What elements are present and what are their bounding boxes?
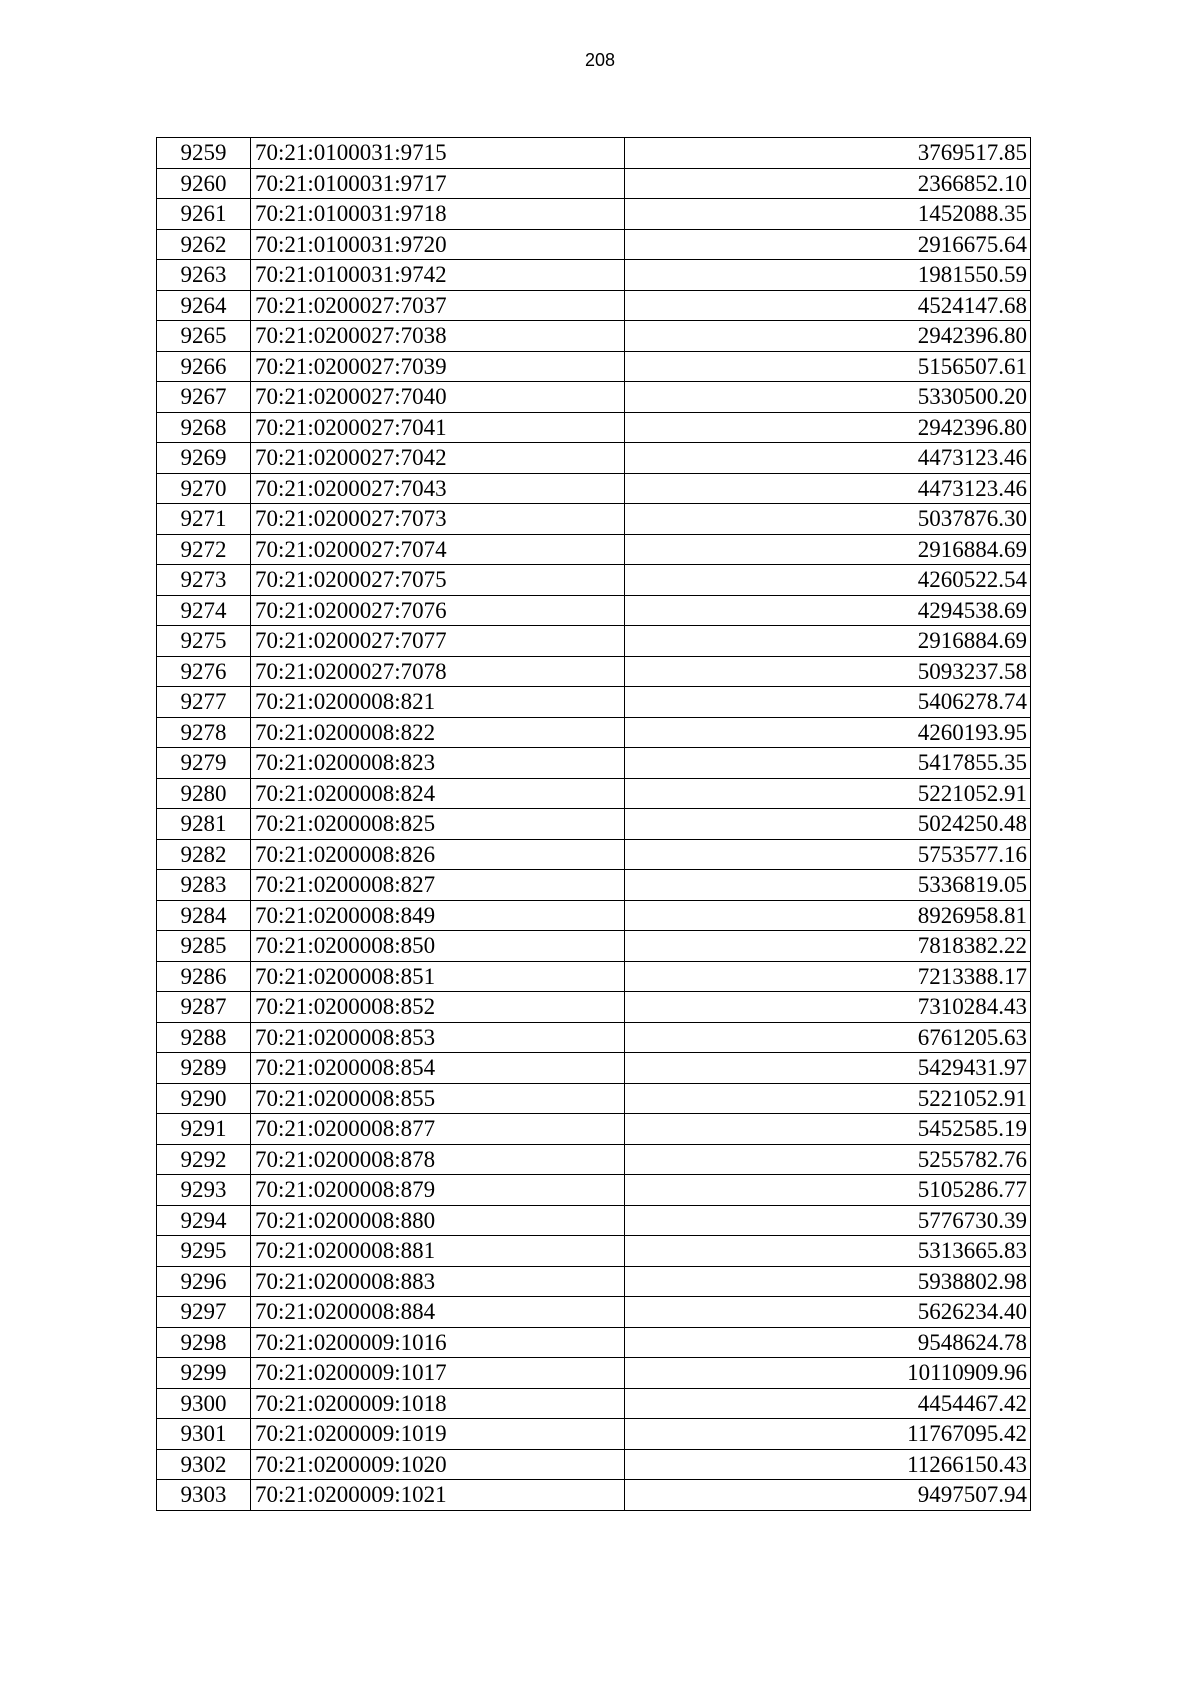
cadastral-value-cell: 5452585.19 [625, 1114, 1031, 1145]
cadastral-number-cell: 70:21:0200027:7043 [251, 473, 625, 504]
table-row [157, 443, 1031, 474]
table-row [157, 1358, 1031, 1389]
row-number-cell: 9297 [157, 1297, 251, 1328]
row-number-cell: 9265 [157, 321, 251, 352]
table-row [157, 961, 1031, 992]
cadastral-value-cell: 4473123.46 [625, 473, 1031, 504]
cadastral-number-cell: 70:21:0200008:853 [251, 1022, 625, 1053]
table-row [157, 748, 1031, 779]
cadastre-value-table [156, 137, 1031, 1511]
cadastral-value-cell: 2366852.10 [625, 168, 1031, 199]
cadastral-value-cell: 5037876.30 [625, 504, 1031, 535]
table-row [157, 778, 1031, 809]
row-number-cell: 9270 [157, 473, 251, 504]
table-row [157, 1236, 1031, 1267]
cadastral-number-cell: 70:21:0200008:822 [251, 717, 625, 748]
row-number-cell: 9288 [157, 1022, 251, 1053]
table-row [157, 687, 1031, 718]
cadastral-number-cell: 70:21:0200008:854 [251, 1053, 625, 1084]
cadastral-value-cell: 4294538.69 [625, 595, 1031, 626]
table-row [157, 717, 1031, 748]
row-number-cell: 9271 [157, 504, 251, 535]
cadastral-number-cell: 70:21:0200008:825 [251, 809, 625, 840]
row-number-cell: 9300 [157, 1388, 251, 1419]
cadastral-number-cell: 70:21:0200008:852 [251, 992, 625, 1023]
cadastral-value-cell: 4454467.42 [625, 1388, 1031, 1419]
table-row [157, 382, 1031, 413]
row-number-cell: 9286 [157, 961, 251, 992]
cadastral-number-cell: 70:21:0200009:1019 [251, 1419, 625, 1450]
row-number-cell: 9290 [157, 1083, 251, 1114]
row-number-cell: 9260 [157, 168, 251, 199]
row-number-cell: 9268 [157, 412, 251, 443]
cadastral-value-cell: 7818382.22 [625, 931, 1031, 962]
cadastral-number-cell: 70:21:0200009:1017 [251, 1358, 625, 1389]
cadastral-value-cell: 5336819.05 [625, 870, 1031, 901]
cadastral-number-cell: 70:21:0200027:7041 [251, 412, 625, 443]
cadastral-value-cell: 5156507.61 [625, 351, 1031, 382]
cadastral-value-cell: 5255782.76 [625, 1144, 1031, 1175]
cadastral-number-cell: 70:21:0200008:827 [251, 870, 625, 901]
cadastral-value-cell: 2916675.64 [625, 229, 1031, 260]
cadastral-number-cell: 70:21:0200008:824 [251, 778, 625, 809]
row-number-cell: 9266 [157, 351, 251, 382]
table-row [157, 260, 1031, 291]
cadastral-number-cell: 70:21:0200008:877 [251, 1114, 625, 1145]
table-row [157, 1053, 1031, 1084]
cadastral-number-cell: 70:21:0100031:9742 [251, 260, 625, 291]
row-number-cell: 9292 [157, 1144, 251, 1175]
row-number-cell: 9278 [157, 717, 251, 748]
cadastral-number-cell: 70:21:0200008:855 [251, 1083, 625, 1114]
cadastral-number-cell: 70:21:0200008:826 [251, 839, 625, 870]
cadastral-number-cell: 70:21:0200027:7038 [251, 321, 625, 352]
table-row [157, 1388, 1031, 1419]
cadastral-number-cell: 70:21:0200027:7037 [251, 290, 625, 321]
cadastral-value-cell: 4524147.68 [625, 290, 1031, 321]
table-row [157, 138, 1031, 169]
cadastral-number-cell: 70:21:0200008:879 [251, 1175, 625, 1206]
cadastral-number-cell: 70:21:0200008:881 [251, 1236, 625, 1267]
page-number: 208 [584, 50, 616, 70]
table-row [157, 656, 1031, 687]
table-row [157, 473, 1031, 504]
table-row [157, 412, 1031, 443]
cadastral-number-cell: 70:21:0200008:851 [251, 961, 625, 992]
table-row [157, 290, 1031, 321]
table-row [157, 1022, 1031, 1053]
cadastral-value-cell: 4260522.54 [625, 565, 1031, 596]
row-number-cell: 9291 [157, 1114, 251, 1145]
cadastral-number-cell: 70:21:0200009:1020 [251, 1449, 625, 1480]
table-body [157, 138, 1031, 1511]
cadastral-number-cell: 70:21:0200009:1016 [251, 1327, 625, 1358]
row-number-cell: 9276 [157, 656, 251, 687]
cadastral-value-cell: 1452088.35 [625, 199, 1031, 230]
cadastral-value-cell: 5313665.83 [625, 1236, 1031, 1267]
table-row [157, 321, 1031, 352]
table-row [157, 931, 1031, 962]
cadastral-value-cell: 4260193.95 [625, 717, 1031, 748]
row-number-cell: 9269 [157, 443, 251, 474]
cadastral-number-cell: 70:21:0200027:7076 [251, 595, 625, 626]
cadastral-value-cell: 5093237.58 [625, 656, 1031, 687]
row-number-cell: 9294 [157, 1205, 251, 1236]
cadastral-value-cell: 6761205.63 [625, 1022, 1031, 1053]
row-number-cell: 9280 [157, 778, 251, 809]
row-number-cell: 9279 [157, 748, 251, 779]
cadastral-number-cell: 70:21:0100031:9718 [251, 199, 625, 230]
cadastral-number-cell: 70:21:0200027:7074 [251, 534, 625, 565]
table-row [157, 900, 1031, 931]
cadastral-value-cell: 2916884.69 [625, 626, 1031, 657]
table-row [157, 534, 1031, 565]
row-number-cell: 9282 [157, 839, 251, 870]
cadastral-value-cell: 5330500.20 [625, 382, 1031, 413]
cadastral-value-cell: 2942396.80 [625, 321, 1031, 352]
table-row [157, 1205, 1031, 1236]
table-row [157, 1266, 1031, 1297]
row-number-cell: 9264 [157, 290, 251, 321]
cadastral-number-cell: 70:21:0100031:9717 [251, 168, 625, 199]
table-row [157, 504, 1031, 535]
table-row [157, 199, 1031, 230]
table-row [157, 1449, 1031, 1480]
cadastral-number-cell: 70:21:0200027:7040 [251, 382, 625, 413]
table-row [157, 1327, 1031, 1358]
table-row [157, 1144, 1031, 1175]
cadastral-value-cell: 7213388.17 [625, 961, 1031, 992]
cadastral-number-cell: 70:21:0200008:850 [251, 931, 625, 962]
table-row [157, 565, 1031, 596]
row-number-cell: 9303 [157, 1480, 251, 1511]
cadastral-number-cell: 70:21:0200008:880 [251, 1205, 625, 1236]
table-row [157, 992, 1031, 1023]
row-number-cell: 9287 [157, 992, 251, 1023]
cadastral-value-cell: 5626234.40 [625, 1297, 1031, 1328]
table-row [157, 1114, 1031, 1145]
table-row [157, 809, 1031, 840]
cadastral-number-cell: 70:21:0200008:878 [251, 1144, 625, 1175]
cadastral-value-cell: 5776730.39 [625, 1205, 1031, 1236]
table-row [157, 1083, 1031, 1114]
cadastral-value-cell: 5221052.91 [625, 778, 1031, 809]
cadastral-number-cell: 70:21:0200008:821 [251, 687, 625, 718]
row-number-cell: 9272 [157, 534, 251, 565]
cadastral-number-cell: 70:21:0100031:9720 [251, 229, 625, 260]
cadastral-value-cell: 5024250.48 [625, 809, 1031, 840]
cadastral-value-cell: 9548624.78 [625, 1327, 1031, 1358]
cadastral-number-cell: 70:21:0200027:7078 [251, 656, 625, 687]
row-number-cell: 9284 [157, 900, 251, 931]
cadastral-value-cell: 10110909.96 [625, 1358, 1031, 1389]
cadastral-value-cell: 5753577.16 [625, 839, 1031, 870]
cadastral-value-cell: 11767095.42 [625, 1419, 1031, 1450]
cadastral-value-cell: 5417855.35 [625, 748, 1031, 779]
row-number-cell: 9261 [157, 199, 251, 230]
cadastral-number-cell: 70:21:0200009:1021 [251, 1480, 625, 1511]
row-number-cell: 9281 [157, 809, 251, 840]
row-number-cell: 9289 [157, 1053, 251, 1084]
cadastral-number-cell: 70:21:0200027:7039 [251, 351, 625, 382]
row-number-cell: 9283 [157, 870, 251, 901]
row-number-cell: 9301 [157, 1419, 251, 1450]
cadastral-value-cell: 5221052.91 [625, 1083, 1031, 1114]
cadastral-value-cell: 5429431.97 [625, 1053, 1031, 1084]
table-row [157, 626, 1031, 657]
cadastral-value-cell: 5406278.74 [625, 687, 1031, 718]
row-number-cell: 9275 [157, 626, 251, 657]
cadastral-value-cell: 9497507.94 [625, 1480, 1031, 1511]
row-number-cell: 9273 [157, 565, 251, 596]
row-number-cell: 9262 [157, 229, 251, 260]
cadastral-number-cell: 70:21:0200008:884 [251, 1297, 625, 1328]
cadastral-value-cell: 1981550.59 [625, 260, 1031, 291]
table-row [157, 351, 1031, 382]
table-row [157, 1175, 1031, 1206]
row-number-cell: 9263 [157, 260, 251, 291]
cadastral-number-cell: 70:21:0200008:883 [251, 1266, 625, 1297]
row-number-cell: 9277 [157, 687, 251, 718]
cadastral-value-cell: 11266150.43 [625, 1449, 1031, 1480]
cadastral-value-cell: 8926958.81 [625, 900, 1031, 931]
table-row [157, 168, 1031, 199]
table-row [157, 1419, 1031, 1450]
table-row [157, 229, 1031, 260]
row-number-cell: 9274 [157, 595, 251, 626]
table-row [157, 1480, 1031, 1511]
table-row [157, 1297, 1031, 1328]
cadastral-number-cell: 70:21:0200009:1018 [251, 1388, 625, 1419]
row-number-cell: 9299 [157, 1358, 251, 1389]
table-row [157, 870, 1031, 901]
cadastral-number-cell: 70:21:0200027:7073 [251, 504, 625, 535]
table-row [157, 839, 1031, 870]
cadastral-value-cell: 7310284.43 [625, 992, 1031, 1023]
row-number-cell: 9285 [157, 931, 251, 962]
cadastral-value-cell: 2916884.69 [625, 534, 1031, 565]
row-number-cell: 9302 [157, 1449, 251, 1480]
cadastral-value-cell: 3769517.85 [625, 138, 1031, 169]
row-number-cell: 9296 [157, 1266, 251, 1297]
cadastral-number-cell: 70:21:0200027:7042 [251, 443, 625, 474]
row-number-cell: 9295 [157, 1236, 251, 1267]
cadastral-number-cell: 70:21:0100031:9715 [251, 138, 625, 169]
cadastral-value-cell: 4473123.46 [625, 443, 1031, 474]
cadastral-number-cell: 70:21:0200008:849 [251, 900, 625, 931]
row-number-cell: 9298 [157, 1327, 251, 1358]
cadastral-value-cell: 2942396.80 [625, 412, 1031, 443]
cadastral-number-cell: 70:21:0200027:7075 [251, 565, 625, 596]
cadastral-number-cell: 70:21:0200008:823 [251, 748, 625, 779]
cadastral-number-cell: 70:21:0200027:7077 [251, 626, 625, 657]
cadastral-value-cell: 5938802.98 [625, 1266, 1031, 1297]
row-number-cell: 9267 [157, 382, 251, 413]
cadastral-value-cell: 5105286.77 [625, 1175, 1031, 1206]
table-row [157, 595, 1031, 626]
row-number-cell: 9293 [157, 1175, 251, 1206]
row-number-cell: 9259 [157, 138, 251, 169]
